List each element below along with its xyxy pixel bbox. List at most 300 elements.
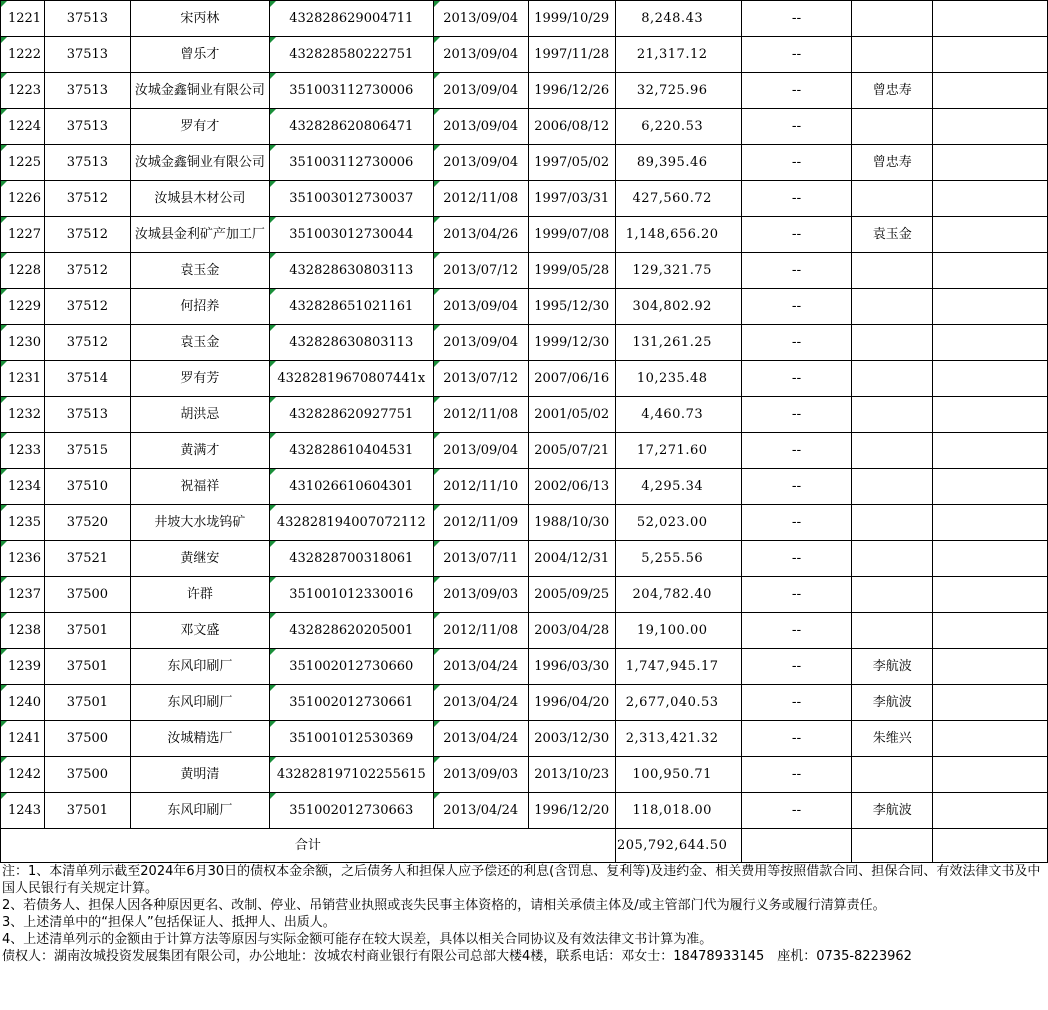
debtor-name-cell[interactable] <box>130 361 269 397</box>
empty-cell[interactable] <box>933 217 1048 253</box>
date-cell[interactable] <box>528 469 615 505</box>
id-number-cell[interactable] <box>269 361 433 397</box>
status-cell[interactable] <box>741 145 852 181</box>
seq-cell[interactable] <box>1 325 45 361</box>
guarantor-cell[interactable] <box>852 469 933 505</box>
date-cell[interactable] <box>528 505 615 541</box>
empty-cell[interactable] <box>933 361 1048 397</box>
date-cell[interactable] <box>528 577 615 613</box>
date-cell[interactable] <box>433 73 528 109</box>
amount-text: 5,255.56 <box>641 551 704 566</box>
status-cell[interactable] <box>741 181 852 217</box>
debtor-name-cell[interactable] <box>130 289 269 325</box>
code-cell[interactable] <box>44 541 130 577</box>
id-number-cell[interactable] <box>269 37 433 73</box>
seq-cell[interactable] <box>1 649 45 685</box>
cell-marker-icon <box>270 181 276 187</box>
id-number-cell[interactable] <box>269 217 433 253</box>
amount-cell[interactable] <box>615 757 741 793</box>
date-text: 2012/11/08 <box>443 407 519 422</box>
debtor-name-cell[interactable] <box>130 505 269 541</box>
empty-cell[interactable] <box>933 181 1048 217</box>
date-text: 2013/09/04 <box>443 119 519 134</box>
date-cell[interactable] <box>433 325 528 361</box>
seq-cell[interactable] <box>1 685 45 721</box>
date-cell[interactable] <box>433 685 528 721</box>
id-number-cell[interactable] <box>269 793 433 829</box>
id-number-text: 432828651021161 <box>289 299 414 314</box>
debtor-name-cell[interactable] <box>130 541 269 577</box>
date-cell[interactable] <box>433 181 528 217</box>
guarantor-text: 袁玉金 <box>872 227 912 242</box>
date-cell[interactable] <box>433 145 528 181</box>
date-cell[interactable] <box>433 289 528 325</box>
debtor-name-cell[interactable] <box>130 721 269 757</box>
date-text: 2013/09/04 <box>443 83 519 98</box>
guarantor-text: 曾忠寿 <box>872 83 912 98</box>
seq-cell[interactable] <box>1 361 45 397</box>
status-text: -- <box>791 47 802 62</box>
status-cell[interactable] <box>741 577 852 613</box>
id-number-cell[interactable] <box>269 433 433 469</box>
cell-marker-icon <box>270 685 276 691</box>
cell-marker-icon <box>270 469 276 475</box>
debtor-name-cell[interactable] <box>130 217 269 253</box>
id-number-cell[interactable] <box>269 469 433 505</box>
date-cell[interactable] <box>528 289 615 325</box>
seq-text: 1230 <box>7 335 42 350</box>
seq-cell[interactable] <box>1 253 45 289</box>
code-cell[interactable] <box>44 685 130 721</box>
seq-text: 1236 <box>7 551 42 566</box>
debtor-name-cell[interactable] <box>130 37 269 73</box>
id-number-cell[interactable] <box>269 145 433 181</box>
date-cell[interactable] <box>528 73 615 109</box>
status-text: -- <box>791 155 802 170</box>
id-number-cell[interactable] <box>269 613 433 649</box>
empty-cell[interactable] <box>933 253 1048 289</box>
code-cell[interactable] <box>44 37 130 73</box>
amount-cell[interactable] <box>615 37 741 73</box>
status-cell[interactable] <box>741 613 852 649</box>
id-number-cell[interactable] <box>269 541 433 577</box>
code-cell[interactable] <box>44 361 130 397</box>
date-text: 2013/04/24 <box>443 659 519 674</box>
date-cell[interactable] <box>528 361 615 397</box>
debtor-name-cell[interactable] <box>130 613 269 649</box>
debtor-name-cell[interactable] <box>130 145 269 181</box>
status-cell[interactable] <box>741 469 852 505</box>
cell-marker-icon <box>1 793 7 799</box>
status-cell[interactable] <box>741 685 852 721</box>
amount-cell[interactable] <box>615 217 741 253</box>
table-row <box>1 181 1048 217</box>
date-text: 2012/11/10 <box>443 479 519 494</box>
guarantor-cell[interactable] <box>852 181 933 217</box>
debtor-name-cell[interactable] <box>130 757 269 793</box>
empty-cell[interactable] <box>933 721 1048 757</box>
id-number-cell[interactable] <box>269 289 433 325</box>
debtor-name-cell[interactable] <box>130 325 269 361</box>
amount-cell[interactable] <box>615 109 741 145</box>
code-cell[interactable] <box>44 289 130 325</box>
empty-cell[interactable] <box>933 73 1048 109</box>
seq-cell[interactable] <box>1 577 45 613</box>
date-text: 1996/04/20 <box>534 695 610 710</box>
cell-marker-icon <box>270 577 276 583</box>
code-cell[interactable] <box>44 433 130 469</box>
date-cell[interactable] <box>528 109 615 145</box>
date-text: 2013/07/12 <box>443 263 519 278</box>
seq-cell[interactable] <box>1 289 45 325</box>
id-number-cell[interactable] <box>269 325 433 361</box>
date-cell[interactable] <box>433 613 528 649</box>
cell-marker-icon <box>434 109 440 115</box>
debt-table-body <box>1 1 1048 829</box>
cell-marker-icon <box>434 397 440 403</box>
id-number-cell[interactable] <box>269 649 433 685</box>
debtor-name-cell[interactable] <box>130 397 269 433</box>
debtor-name-cell[interactable] <box>130 469 269 505</box>
empty-cell[interactable] <box>933 433 1048 469</box>
id-number-cell[interactable] <box>269 505 433 541</box>
amount-cell[interactable] <box>615 253 741 289</box>
cell-marker-icon <box>1 721 7 727</box>
table-row <box>1 613 1048 649</box>
empty-cell[interactable] <box>933 793 1048 829</box>
date-text: 2004/12/31 <box>534 551 610 566</box>
status-cell[interactable] <box>741 73 852 109</box>
date-cell[interactable] <box>528 217 615 253</box>
code-cell[interactable] <box>44 577 130 613</box>
guarantor-cell[interactable] <box>852 433 933 469</box>
guarantor-cell[interactable] <box>852 541 933 577</box>
guarantor-cell[interactable] <box>852 325 933 361</box>
amount-cell[interactable] <box>615 649 741 685</box>
id-number-text: 432828630803113 <box>289 263 414 278</box>
amount-text: 21,317.12 <box>636 47 708 62</box>
guarantor-cell[interactable] <box>852 757 933 793</box>
date-cell[interactable] <box>528 649 615 685</box>
cell-marker-icon <box>434 649 440 655</box>
cell-marker-icon <box>1 217 7 223</box>
status-text: -- <box>791 227 802 242</box>
seq-cell[interactable] <box>1 505 45 541</box>
empty-cell[interactable] <box>933 649 1048 685</box>
seq-cell[interactable] <box>1 217 45 253</box>
code-cell[interactable] <box>44 613 130 649</box>
code-cell[interactable] <box>44 793 130 829</box>
date-cell[interactable] <box>433 397 528 433</box>
guarantor-cell[interactable] <box>852 793 933 829</box>
code-cell[interactable] <box>44 649 130 685</box>
status-cell[interactable] <box>741 757 852 793</box>
amount-cell[interactable] <box>615 577 741 613</box>
id-number-cell[interactable] <box>269 757 433 793</box>
code-cell[interactable] <box>44 325 130 361</box>
guarantor-cell[interactable] <box>852 613 933 649</box>
guarantor-cell[interactable] <box>852 145 933 181</box>
code-text: 37521 <box>66 551 109 566</box>
table-row <box>1 289 1048 325</box>
status-cell[interactable] <box>741 649 852 685</box>
date-cell[interactable] <box>433 1 528 37</box>
date-cell[interactable] <box>433 253 528 289</box>
date-cell[interactable] <box>433 793 528 829</box>
empty-cell[interactable] <box>933 109 1048 145</box>
amount-cell[interactable] <box>615 325 741 361</box>
code-cell[interactable] <box>44 505 130 541</box>
amount-cell[interactable] <box>615 73 741 109</box>
guarantor-cell[interactable] <box>852 1 933 37</box>
status-cell[interactable] <box>741 361 852 397</box>
guarantor-cell[interactable] <box>852 721 933 757</box>
guarantor-cell[interactable] <box>852 109 933 145</box>
seq-cell[interactable] <box>1 757 45 793</box>
code-cell[interactable] <box>44 145 130 181</box>
code-text: 37512 <box>66 335 109 350</box>
status-text: -- <box>791 263 802 278</box>
date-cell[interactable] <box>528 253 615 289</box>
status-cell[interactable] <box>741 433 852 469</box>
date-text: 2013/04/24 <box>443 695 519 710</box>
amount-text: 8,248.43 <box>641 11 704 26</box>
seq-text: 1240 <box>7 695 42 710</box>
cell-marker-icon <box>270 1 276 7</box>
date-cell[interactable] <box>433 433 528 469</box>
status-cell[interactable] <box>741 37 852 73</box>
table-row <box>1 217 1048 253</box>
date-cell[interactable] <box>528 433 615 469</box>
code-cell[interactable] <box>44 469 130 505</box>
id-number-cell[interactable] <box>269 685 433 721</box>
empty-cell[interactable] <box>933 505 1048 541</box>
id-number-text: 351003112730006 <box>289 155 414 170</box>
id-number-cell[interactable] <box>269 397 433 433</box>
date-cell[interactable] <box>528 793 615 829</box>
seq-cell[interactable] <box>1 397 45 433</box>
seq-text: 1243 <box>7 803 42 818</box>
date-cell[interactable] <box>528 685 615 721</box>
id-number-cell[interactable] <box>269 181 433 217</box>
date-cell[interactable] <box>528 397 615 433</box>
amount-cell[interactable] <box>615 289 741 325</box>
empty-cell[interactable] <box>933 289 1048 325</box>
guarantor-cell[interactable] <box>852 361 933 397</box>
status-cell[interactable] <box>741 253 852 289</box>
total-amount: 205,792,644.50 <box>615 829 741 863</box>
guarantor-cell[interactable] <box>852 505 933 541</box>
table-row <box>1 433 1048 469</box>
date-cell[interactable] <box>528 613 615 649</box>
date-text: 2013/09/04 <box>443 11 519 26</box>
empty-cell[interactable] <box>933 469 1048 505</box>
date-cell[interactable] <box>433 721 528 757</box>
amount-cell[interactable] <box>615 469 741 505</box>
seq-text: 1237 <box>7 587 42 602</box>
date-cell[interactable] <box>433 361 528 397</box>
guarantor-cell[interactable] <box>852 289 933 325</box>
empty-cell[interactable] <box>933 145 1048 181</box>
status-cell[interactable] <box>741 1 852 37</box>
amount-cell[interactable] <box>615 613 741 649</box>
date-cell[interactable] <box>528 325 615 361</box>
seq-cell[interactable] <box>1 145 45 181</box>
id-number-cell[interactable] <box>269 109 433 145</box>
status-cell[interactable] <box>741 289 852 325</box>
date-cell[interactable] <box>528 757 615 793</box>
date-cell[interactable] <box>433 541 528 577</box>
seq-text: 1226 <box>7 191 42 206</box>
id-number-cell[interactable] <box>269 1 433 37</box>
cell-marker-icon <box>1 109 7 115</box>
code-cell[interactable] <box>44 721 130 757</box>
empty-cell[interactable] <box>933 685 1048 721</box>
debtor-name-cell[interactable] <box>130 577 269 613</box>
cell-marker-icon <box>270 361 276 367</box>
id-number-cell[interactable] <box>269 73 433 109</box>
date-cell[interactable] <box>433 505 528 541</box>
empty-cell[interactable] <box>933 397 1048 433</box>
date-cell[interactable] <box>528 1 615 37</box>
cell-marker-icon <box>1 649 7 655</box>
date-cell[interactable] <box>528 145 615 181</box>
date-cell[interactable] <box>433 37 528 73</box>
empty-cell[interactable] <box>933 613 1048 649</box>
cell-marker-icon <box>434 253 440 259</box>
empty-cell[interactable] <box>933 541 1048 577</box>
debtor-name-cell[interactable] <box>130 1 269 37</box>
code-cell[interactable] <box>44 757 130 793</box>
seq-cell[interactable] <box>1 721 45 757</box>
amount-cell[interactable] <box>615 541 741 577</box>
guarantor-cell[interactable] <box>852 37 933 73</box>
date-cell[interactable] <box>433 649 528 685</box>
total-label: 合计 <box>294 838 321 853</box>
status-cell[interactable] <box>741 325 852 361</box>
date-cell[interactable] <box>528 721 615 757</box>
date-cell[interactable] <box>433 469 528 505</box>
amount-text: 89,395.46 <box>636 155 708 170</box>
debtor-name-cell[interactable] <box>130 793 269 829</box>
amount-cell[interactable] <box>615 433 741 469</box>
guarantor-cell[interactable] <box>852 217 933 253</box>
amount-cell[interactable] <box>615 1 741 37</box>
date-cell[interactable] <box>528 541 615 577</box>
status-cell[interactable] <box>741 109 852 145</box>
guarantor-cell[interactable] <box>852 73 933 109</box>
seq-cell[interactable] <box>1 469 45 505</box>
code-text: 37513 <box>66 47 109 62</box>
seq-cell[interactable] <box>1 37 45 73</box>
amount-text: 129,321.75 <box>632 263 712 278</box>
seq-cell[interactable] <box>1 613 45 649</box>
guarantor-cell[interactable] <box>852 253 933 289</box>
status-cell[interactable] <box>741 793 852 829</box>
date-cell[interactable] <box>433 109 528 145</box>
code-cell[interactable] <box>44 1 130 37</box>
seq-cell[interactable] <box>1 793 45 829</box>
empty-cell[interactable] <box>933 325 1048 361</box>
cell-marker-icon <box>1 505 7 511</box>
amount-cell[interactable] <box>615 397 741 433</box>
guarantor-cell[interactable] <box>852 649 933 685</box>
guarantor-cell[interactable] <box>852 397 933 433</box>
status-cell[interactable] <box>741 541 852 577</box>
seq-cell[interactable] <box>1 73 45 109</box>
debtor-name-cell[interactable] <box>130 433 269 469</box>
id-number-cell[interactable] <box>269 253 433 289</box>
total-empty-cell <box>741 829 852 863</box>
amount-cell[interactable] <box>615 793 741 829</box>
guarantor-cell[interactable] <box>852 685 933 721</box>
code-cell[interactable] <box>44 397 130 433</box>
code-cell[interactable] <box>44 109 130 145</box>
date-cell[interactable] <box>433 577 528 613</box>
debtor-name-cell[interactable] <box>130 685 269 721</box>
empty-cell[interactable] <box>933 757 1048 793</box>
cell-marker-icon <box>434 757 440 763</box>
status-cell[interactable] <box>741 721 852 757</box>
status-cell[interactable] <box>741 397 852 433</box>
date-cell[interactable] <box>433 757 528 793</box>
code-cell[interactable] <box>44 181 130 217</box>
date-text: 2005/07/21 <box>534 443 610 458</box>
cell-marker-icon <box>434 541 440 547</box>
table-row <box>1 253 1048 289</box>
guarantor-cell[interactable] <box>852 577 933 613</box>
seq-cell[interactable] <box>1 433 45 469</box>
date-text: 2013/04/24 <box>443 803 519 818</box>
cell-marker-icon <box>434 181 440 187</box>
date-text: 1999/05/28 <box>534 263 610 278</box>
amount-cell[interactable] <box>615 505 741 541</box>
amount-text: 304,802.92 <box>632 299 712 314</box>
id-number-cell[interactable] <box>269 721 433 757</box>
empty-cell[interactable] <box>933 1 1048 37</box>
amount-cell[interactable] <box>615 685 741 721</box>
status-cell[interactable] <box>741 217 852 253</box>
amount-cell[interactable] <box>615 721 741 757</box>
id-number-cell[interactable] <box>269 577 433 613</box>
date-cell[interactable] <box>528 181 615 217</box>
guarantor-text: 李航波 <box>872 695 912 710</box>
seq-cell[interactable] <box>1 1 45 37</box>
amount-cell[interactable] <box>615 181 741 217</box>
date-cell[interactable] <box>528 37 615 73</box>
seq-cell[interactable] <box>1 109 45 145</box>
code-cell[interactable] <box>44 217 130 253</box>
date-cell[interactable] <box>433 217 528 253</box>
debtor-name-cell[interactable] <box>130 253 269 289</box>
debtor-name-cell[interactable] <box>130 649 269 685</box>
status-text: -- <box>791 551 802 566</box>
seq-cell[interactable] <box>1 541 45 577</box>
cell-marker-icon <box>434 433 440 439</box>
status-cell[interactable] <box>741 505 852 541</box>
empty-cell[interactable] <box>933 577 1048 613</box>
code-cell[interactable] <box>44 253 130 289</box>
debtor-name-cell[interactable] <box>130 109 269 145</box>
debtor-name-cell[interactable] <box>130 73 269 109</box>
code-cell[interactable] <box>44 73 130 109</box>
amount-cell[interactable] <box>615 361 741 397</box>
guarantor-text: 李航波 <box>872 659 912 674</box>
amount-cell[interactable] <box>615 145 741 181</box>
empty-cell[interactable] <box>933 37 1048 73</box>
seq-cell[interactable] <box>1 181 45 217</box>
debtor-name-cell[interactable] <box>130 181 269 217</box>
